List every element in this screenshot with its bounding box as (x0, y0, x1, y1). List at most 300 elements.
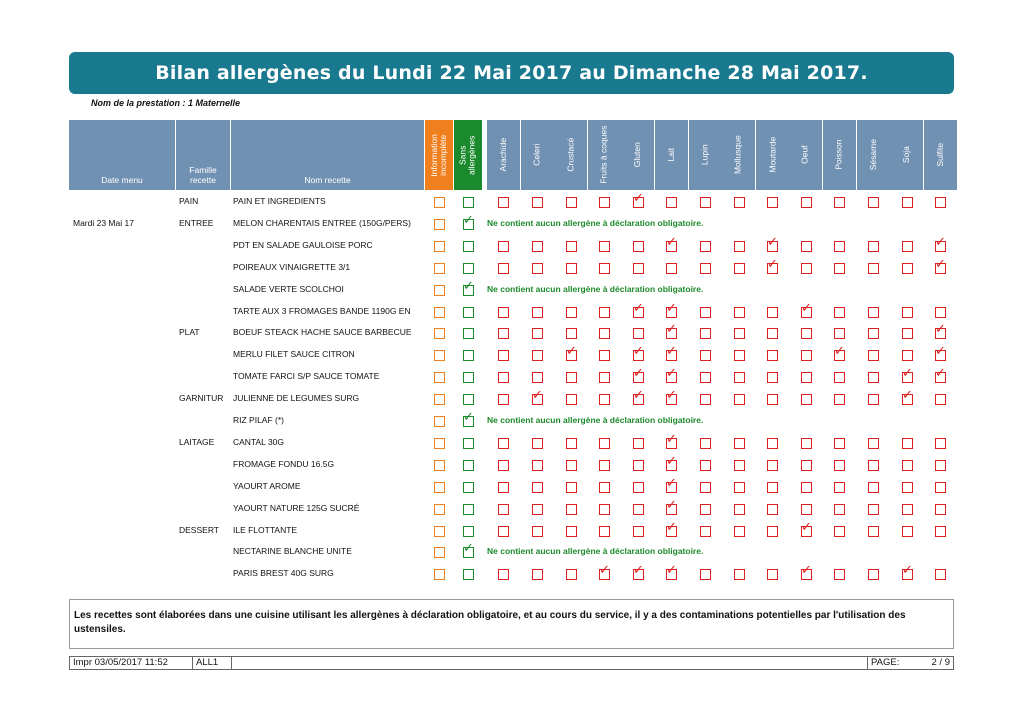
checkbox-allergen-celeri[interactable] (532, 241, 543, 252)
print-date: Impr 03/05/2017 11:52 (70, 657, 193, 669)
row-recipe-name: PAIN ET INGREDIENTS (233, 196, 326, 206)
checkbox-allergen-poisson[interactable] (834, 526, 845, 537)
checkbox-allergen-oeuf[interactable] (801, 504, 812, 515)
checkbox-allergen-soja[interactable] (902, 388, 913, 405)
checkbox-allergen-lupin[interactable] (700, 328, 711, 339)
checkbox-sans-allergenes[interactable] (463, 541, 474, 558)
checkbox-allergen-oeuf[interactable] (801, 563, 812, 580)
checkbox-allergen-crustacé[interactable] (566, 344, 577, 361)
checkbox-allergen-soja[interactable] (902, 504, 913, 515)
checkbox-sans-allergenes[interactable] (463, 328, 474, 339)
row-recipe-name: BOEUF STEACK HACHE SAUCE BARBECUE (233, 327, 412, 338)
checkmark-icon: ✓ (801, 301, 812, 316)
print-bar-spacer (232, 657, 868, 669)
footer-note: Les recettes sont élaborées dans une cuisine utilisant les allergènes à déclaration obligatoire, et au cours du service, il y a des contaminations potentielles par l'utilisation des ustensiles. (69, 599, 954, 649)
checkbox-info-incomplete[interactable] (434, 372, 445, 383)
checkmark-icon: ✓ (767, 257, 778, 272)
checkbox-allergen-poisson[interactable] (834, 372, 845, 383)
checkbox-allergen-soja[interactable] (902, 526, 913, 537)
checkbox-allergen-mollusque[interactable] (734, 394, 745, 405)
checkbox-info-incomplete[interactable] (434, 569, 445, 580)
checkbox-allergen-sulfite[interactable] (935, 569, 946, 580)
checkbox-allergen-soja[interactable] (902, 482, 913, 493)
checkbox-allergen-lait[interactable] (666, 301, 677, 318)
checkbox-allergen-crustacé[interactable] (566, 241, 577, 252)
checkbox-allergen-sésame[interactable] (868, 526, 879, 537)
checkbox-allergen-poisson[interactable] (834, 394, 845, 405)
checkbox-allergen-celeri[interactable] (532, 263, 543, 274)
checkbox-allergen-crustacé[interactable] (566, 460, 577, 471)
checkbox-info-incomplete[interactable] (434, 219, 445, 230)
checkbox-sans-allergenes[interactable] (463, 263, 474, 274)
row-recipe-name: PARIS BREST 40G SURG (233, 568, 334, 579)
checkbox-sans-allergenes[interactable] (463, 504, 474, 515)
checkbox-allergen-lupin[interactable] (700, 350, 711, 361)
checkbox-allergen-moutarde[interactable] (767, 394, 778, 405)
page-label: PAGE: (871, 657, 900, 668)
checkbox-allergen-lupin[interactable] (700, 197, 711, 208)
checkbox-allergen-fruits-à-coques[interactable] (599, 438, 610, 449)
checkbox-sans-allergenes[interactable] (463, 394, 474, 405)
checkbox-allergen-celeri[interactable] (532, 526, 543, 537)
checkbox-allergen-sésame[interactable] (868, 263, 879, 274)
row-recipe-name: ILE FLOTTANTE (233, 524, 298, 535)
checkbox-allergen-lupin[interactable] (700, 438, 711, 449)
checkbox-allergen-fruits-à-coques[interactable] (599, 350, 610, 361)
checkbox-allergen-mollusque[interactable] (734, 241, 745, 252)
checkmark-icon: ✓ (666, 322, 677, 337)
report-code: ALL1 (193, 657, 232, 669)
checkmark-icon: ✓ (935, 344, 946, 359)
checkbox-allergen-sésame[interactable] (868, 328, 879, 339)
checkbox-allergen-arachide[interactable] (498, 460, 509, 471)
checkbox-allergen-lupin[interactable] (700, 569, 711, 580)
checkbox-allergen-arachide[interactable] (498, 438, 509, 449)
checkbox-allergen-arachide[interactable] (498, 569, 509, 580)
checkbox-allergen-celeri[interactable] (532, 197, 543, 208)
checkbox-allergen-soja[interactable] (902, 241, 913, 252)
header-allergen-poisson (823, 120, 857, 190)
checkmark-icon: ✓ (633, 301, 644, 316)
checkbox-allergen-gluten[interactable] (633, 526, 644, 537)
checkbox-info-incomplete[interactable] (434, 482, 445, 493)
checkbox-allergen-poisson[interactable] (834, 344, 845, 361)
header-allergen-lupin (689, 120, 723, 190)
checkbox-allergen-arachide[interactable] (498, 241, 509, 252)
checkbox-allergen-gluten[interactable] (633, 328, 644, 339)
checkbox-allergen-poisson[interactable] (834, 438, 845, 449)
header-allergen-lait (655, 120, 689, 190)
checkbox-allergen-mollusque[interactable] (734, 328, 745, 339)
checkbox-sans-allergenes[interactable] (463, 307, 474, 318)
checkbox-allergen-soja[interactable] (902, 366, 913, 383)
checkbox-allergen-soja[interactable] (902, 460, 913, 471)
checkbox-allergen-sésame[interactable] (868, 569, 879, 580)
checkbox-allergen-sulfite[interactable] (935, 438, 946, 449)
checkbox-sans-allergenes[interactable] (463, 241, 474, 252)
checkbox-allergen-sésame[interactable] (868, 307, 879, 318)
checkbox-allergen-celeri[interactable] (532, 569, 543, 580)
checkbox-allergen-celeri[interactable] (532, 482, 543, 493)
checkbox-allergen-lupin[interactable] (700, 504, 711, 515)
checkbox-sans-allergenes[interactable] (463, 482, 474, 493)
checkbox-allergen-fruits-à-coques[interactable] (599, 197, 610, 208)
checkbox-allergen-soja[interactable] (902, 350, 913, 361)
checkbox-allergen-poisson[interactable] (834, 197, 845, 208)
checkbox-allergen-oeuf[interactable] (801, 438, 812, 449)
checkbox-allergen-lait[interactable] (666, 563, 677, 580)
row-recipe-name: SALADE VERTE SCOLCHOI (233, 283, 344, 294)
checkbox-allergen-crustacé[interactable] (566, 328, 577, 339)
checkbox-allergen-mollusque[interactable] (734, 263, 745, 274)
checkbox-allergen-lait[interactable] (666, 476, 677, 493)
checkbox-allergen-poisson[interactable] (834, 307, 845, 318)
checkbox-allergen-sésame[interactable] (868, 482, 879, 493)
checkbox-allergen-crustacé[interactable] (566, 197, 577, 208)
checkbox-allergen-mollusque[interactable] (734, 482, 745, 493)
checkbox-allergen-mollusque[interactable] (734, 504, 745, 515)
checkbox-allergen-gluten[interactable] (633, 241, 644, 252)
checkbox-allergen-celeri[interactable] (532, 350, 543, 361)
checkbox-allergen-poisson[interactable] (834, 569, 845, 580)
row-famille: GARNITUR (179, 393, 224, 404)
checkbox-allergen-arachide[interactable] (498, 372, 509, 383)
checkbox-allergen-celeri[interactable] (532, 307, 543, 318)
row-recipe-name: YAOURT NATURE 125G SUCRÉ (233, 502, 360, 513)
checkbox-allergen-gluten[interactable] (633, 460, 644, 471)
checkbox-allergen-arachide[interactable] (498, 328, 509, 339)
checkbox-info-incomplete[interactable] (434, 416, 445, 427)
checkbox-allergen-lupin[interactable] (700, 241, 711, 252)
checkmark-icon: ✓ (666, 388, 677, 403)
checkbox-allergen-gluten[interactable] (633, 191, 644, 208)
checkbox-info-incomplete[interactable] (434, 504, 445, 515)
checkbox-allergen-mollusque[interactable] (734, 372, 745, 383)
checkbox-allergen-moutarde[interactable] (767, 438, 778, 449)
row-recipe-name: TARTE AUX 3 FROMAGES BANDE 1190G EN (233, 305, 411, 316)
checkmark-icon: ✓ (902, 366, 913, 381)
checkbox-sans-allergenes[interactable] (463, 569, 474, 580)
checkbox-allergen-arachide[interactable] (498, 504, 509, 515)
checkbox-allergen-fruits-à-coques[interactable] (599, 460, 610, 471)
header-info-incomplete-label: Information incomplète (428, 133, 448, 177)
checkbox-allergen-lait[interactable] (666, 498, 677, 515)
checkbox-allergen-oeuf[interactable] (801, 197, 812, 208)
checkbox-allergen-gluten[interactable] (633, 301, 644, 318)
checkbox-allergen-celeri[interactable] (532, 504, 543, 515)
checkbox-sans-allergenes[interactable] (463, 213, 474, 230)
checkmark-icon: ✓ (935, 235, 946, 250)
checkbox-allergen-mollusque[interactable] (734, 460, 745, 471)
checkbox-allergen-gluten[interactable] (633, 366, 644, 383)
checkbox-allergen-fruits-à-coques[interactable] (599, 482, 610, 493)
checkbox-allergen-fruits-à-coques[interactable] (599, 563, 610, 580)
checkbox-allergen-gluten[interactable] (633, 388, 644, 405)
checkbox-allergen-fruits-à-coques[interactable] (599, 526, 610, 537)
row-recipe-name: JULIENNE DE LEGUMES SURG (233, 393, 360, 404)
checkbox-allergen-moutarde[interactable] (767, 504, 778, 515)
checkbox-allergen-sulfite[interactable] (935, 366, 946, 383)
checkbox-sans-allergenes[interactable] (463, 526, 474, 537)
checkbox-allergen-gluten[interactable] (633, 344, 644, 361)
checkbox-allergen-soja[interactable] (902, 563, 913, 580)
checkbox-allergen-sésame[interactable] (868, 438, 879, 449)
checkbox-allergen-sulfite[interactable] (935, 460, 946, 471)
checkbox-info-incomplete[interactable] (434, 526, 445, 537)
checkbox-allergen-moutarde[interactable] (767, 328, 778, 339)
checkbox-sans-allergenes[interactable] (463, 460, 474, 471)
checkbox-allergen-lait[interactable] (666, 344, 677, 361)
row-famille: ENTREE (179, 217, 214, 228)
checkbox-allergen-celeri[interactable] (532, 372, 543, 383)
checkmark-icon: ✓ (801, 520, 812, 535)
checkbox-allergen-arachide[interactable] (498, 482, 509, 493)
checkbox-allergen-gluten[interactable] (633, 263, 644, 274)
checkbox-allergen-oeuf[interactable] (801, 328, 812, 339)
checkbox-allergen-poisson[interactable] (834, 460, 845, 471)
checkbox-allergen-poisson[interactable] (834, 482, 845, 493)
checkbox-allergen-moutarde[interactable] (767, 460, 778, 471)
checkbox-allergen-sésame[interactable] (868, 241, 879, 252)
checkbox-allergen-oeuf[interactable] (801, 520, 812, 537)
checkbox-allergen-lait[interactable] (666, 432, 677, 449)
prestation-name: Nom de la prestation : 1 Maternelle (91, 98, 241, 108)
checkbox-allergen-arachide[interactable] (498, 307, 509, 318)
header-allergen-poisson-label: Poisson (833, 139, 844, 171)
checkmark-icon: ✓ (666, 563, 677, 578)
header-famille (176, 120, 231, 190)
checkmark-icon: ✓ (666, 366, 677, 381)
checkbox-allergen-lait[interactable] (666, 388, 677, 405)
checkbox-allergen-lupin[interactable] (700, 482, 711, 493)
checkbox-allergen-oeuf[interactable] (801, 372, 812, 383)
header-allergen-crustacé (554, 120, 588, 190)
row-recipe-name: NECTARINE BLANCHE UNITE (233, 546, 352, 557)
checkbox-allergen-sulfite[interactable] (935, 394, 946, 405)
checkbox-allergen-sésame[interactable] (868, 460, 879, 471)
checkmark-icon: ✓ (935, 366, 946, 381)
checkbox-info-incomplete[interactable] (434, 241, 445, 252)
checkbox-allergen-moutarde[interactable] (767, 307, 778, 318)
checkbox-allergen-lait[interactable] (666, 235, 677, 252)
checkbox-allergen-lait[interactable] (666, 454, 677, 471)
row-famille: PLAT (179, 327, 200, 338)
checkbox-allergen-sulfite[interactable] (935, 322, 946, 339)
checkbox-info-incomplete[interactable] (434, 350, 445, 361)
checkbox-allergen-sulfite[interactable] (935, 526, 946, 537)
checkbox-allergen-gluten[interactable] (633, 438, 644, 449)
checkbox-allergen-sésame[interactable] (868, 372, 879, 383)
checkbox-allergen-arachide[interactable] (498, 394, 509, 405)
checkbox-allergen-oeuf[interactable] (801, 460, 812, 471)
checkmark-icon: ✓ (834, 344, 845, 359)
checkmark-icon: ✓ (463, 410, 474, 425)
checkbox-allergen-celeri[interactable] (532, 328, 543, 339)
no-allergen-note: Ne contient aucun allergène à déclaration obligatoire. (487, 217, 704, 228)
checkbox-allergen-poisson[interactable] (834, 263, 845, 274)
checkbox-allergen-arachide[interactable] (498, 350, 509, 361)
checkbox-allergen-fruits-à-coques[interactable] (599, 372, 610, 383)
checkbox-info-incomplete[interactable] (434, 197, 445, 208)
checkbox-sans-allergenes[interactable] (463, 410, 474, 427)
row-recipe-name: MERLU FILET SAUCE CITRON (233, 349, 355, 360)
row-recipe-name: RIZ PILAF (*) (233, 415, 285, 425)
checkbox-allergen-lait[interactable] (666, 322, 677, 339)
checkmark-icon: ✓ (666, 301, 677, 316)
checkbox-allergen-lupin[interactable] (700, 460, 711, 471)
checkbox-allergen-soja[interactable] (902, 307, 913, 318)
header-allergen-soja (890, 120, 924, 190)
checkbox-allergen-lait[interactable] (666, 520, 677, 537)
checkbox-allergen-fruits-à-coques[interactable] (599, 307, 610, 318)
checkbox-allergen-crustacé[interactable] (566, 482, 577, 493)
row-recipe-name: FROMAGE FONDU 16.5G (233, 458, 335, 469)
checkbox-allergen-lupin[interactable] (700, 263, 711, 274)
checkbox-allergen-moutarde[interactable] (767, 372, 778, 383)
checkbox-allergen-mollusque[interactable] (734, 438, 745, 449)
checkbox-allergen-sésame[interactable] (868, 350, 879, 361)
checkbox-sans-allergenes[interactable] (463, 438, 474, 449)
checkbox-allergen-poisson[interactable] (834, 504, 845, 515)
checkmark-icon: ✓ (599, 563, 610, 578)
checkbox-allergen-soja[interactable] (902, 197, 913, 208)
header-allergen-mollusque (722, 120, 756, 190)
checkbox-allergen-moutarde[interactable] (767, 350, 778, 361)
checkbox-info-incomplete[interactable] (434, 328, 445, 339)
checkbox-allergen-crustacé[interactable] (566, 307, 577, 318)
checkbox-allergen-poisson[interactable] (834, 241, 845, 252)
checkbox-allergen-soja[interactable] (902, 328, 913, 339)
checkbox-allergen-arachide[interactable] (498, 197, 509, 208)
checkbox-allergen-gluten[interactable] (633, 563, 644, 580)
checkbox-allergen-crustacé[interactable] (566, 569, 577, 580)
checkbox-allergen-oeuf[interactable] (801, 263, 812, 274)
checkbox-allergen-lupin[interactable] (700, 394, 711, 405)
checkbox-allergen-oeuf[interactable] (801, 394, 812, 405)
checkbox-allergen-fruits-à-coques[interactable] (599, 241, 610, 252)
checkmark-icon: ✓ (463, 213, 474, 228)
checkbox-allergen-lait[interactable] (666, 263, 677, 274)
checkbox-allergen-moutarde[interactable] (767, 569, 778, 580)
row-famille: LAITAGE (179, 436, 215, 447)
checkbox-info-incomplete[interactable] (434, 438, 445, 449)
checkbox-allergen-moutarde[interactable] (767, 482, 778, 493)
checkbox-info-incomplete[interactable] (434, 547, 445, 558)
checkbox-allergen-sulfite[interactable] (935, 235, 946, 252)
checkbox-allergen-sulfite[interactable] (935, 504, 946, 515)
checkbox-allergen-sésame[interactable] (868, 197, 879, 208)
checkmark-icon: ✓ (666, 454, 677, 469)
checkbox-allergen-lait[interactable] (666, 197, 677, 208)
checkmark-icon: ✓ (633, 366, 644, 381)
checkbox-allergen-sésame[interactable] (868, 504, 879, 515)
checkbox-allergen-celeri[interactable] (532, 460, 543, 471)
checkbox-allergen-mollusque[interactable] (734, 197, 745, 208)
checkbox-allergen-sésame[interactable] (868, 394, 879, 405)
header-allergen-sulfite (924, 120, 958, 190)
checkbox-allergen-sulfite[interactable] (935, 257, 946, 274)
checkbox-allergen-oeuf[interactable] (801, 241, 812, 252)
checkbox-allergen-oeuf[interactable] (801, 301, 812, 318)
checkbox-allergen-crustacé[interactable] (566, 263, 577, 274)
checkbox-allergen-crustacé[interactable] (566, 504, 577, 515)
checkbox-info-incomplete[interactable] (434, 307, 445, 318)
checkbox-info-incomplete[interactable] (434, 394, 445, 405)
header-allergen-lupin-label: Lupin (699, 144, 710, 166)
header-allergen-oeuf-label: Oeuf (799, 145, 810, 165)
row-recipe-name: TOMATE FARCI S/P SAUCE TOMATE (233, 371, 380, 382)
checkmark-icon: ✓ (666, 498, 677, 513)
checkbox-allergen-soja[interactable] (902, 438, 913, 449)
checkbox-allergen-sulfite[interactable] (935, 307, 946, 318)
checkbox-allergen-crustacé[interactable] (566, 394, 577, 405)
checkbox-info-incomplete[interactable] (434, 263, 445, 274)
checkbox-allergen-gluten[interactable] (633, 482, 644, 493)
checkmark-icon: ✓ (767, 235, 778, 250)
checkbox-sans-allergenes[interactable] (463, 372, 474, 383)
checkbox-allergen-mollusque[interactable] (734, 350, 745, 361)
checkmark-icon: ✓ (902, 563, 913, 578)
header-famille-label: Famille recette (189, 164, 217, 186)
checkbox-allergen-celeri[interactable] (532, 388, 543, 405)
checkbox-allergen-crustacé[interactable] (566, 526, 577, 537)
checkbox-sans-allergenes[interactable] (463, 279, 474, 296)
checkbox-sans-allergenes[interactable] (463, 350, 474, 361)
checkbox-allergen-lupin[interactable] (700, 526, 711, 537)
checkbox-allergen-mollusque[interactable] (734, 526, 745, 537)
checkbox-allergen-fruits-à-coques[interactable] (599, 504, 610, 515)
checkbox-allergen-moutarde[interactable] (767, 235, 778, 252)
checkbox-allergen-sulfite[interactable] (935, 197, 946, 208)
header-allergen-celeri (521, 120, 555, 190)
checkmark-icon: ✓ (666, 432, 677, 447)
checkbox-allergen-oeuf[interactable] (801, 350, 812, 361)
checkbox-allergen-fruits-à-coques[interactable] (599, 263, 610, 274)
checkbox-allergen-poisson[interactable] (834, 328, 845, 339)
checkbox-allergen-crustacé[interactable] (566, 372, 577, 383)
header-allergen-celeri-label: Celeri (531, 143, 542, 167)
header-allergen-mollusque-label: Mollusque (732, 135, 743, 175)
checkbox-allergen-mollusque[interactable] (734, 307, 745, 318)
checkbox-allergen-crustacé[interactable] (566, 438, 577, 449)
checkbox-allergen-lait[interactable] (666, 366, 677, 383)
checkbox-info-incomplete[interactable] (434, 460, 445, 471)
checkbox-allergen-lupin[interactable] (700, 372, 711, 383)
checkmark-icon: ✓ (463, 541, 474, 556)
checkbox-allergen-celeri[interactable] (532, 438, 543, 449)
header-allergen-sulfite-label: Sulfite (934, 143, 945, 167)
checkbox-allergen-arachide[interactable] (498, 526, 509, 537)
checkbox-allergen-oeuf[interactable] (801, 482, 812, 493)
checkbox-allergen-sulfite[interactable] (935, 344, 946, 361)
checkbox-allergen-moutarde[interactable] (767, 257, 778, 274)
checkbox-allergen-fruits-à-coques[interactable] (599, 328, 610, 339)
checkbox-allergen-lupin[interactable] (700, 307, 711, 318)
row-recipe-name: YAOURT AROME (233, 480, 301, 491)
checkbox-allergen-moutarde[interactable] (767, 526, 778, 537)
checkbox-allergen-arachide[interactable] (498, 263, 509, 274)
checkbox-allergen-fruits-à-coques[interactable] (599, 394, 610, 405)
checkbox-allergen-moutarde[interactable] (767, 197, 778, 208)
checkbox-allergen-sulfite[interactable] (935, 482, 946, 493)
row-famille: PAIN (179, 196, 199, 206)
checkbox-sans-allergenes[interactable] (463, 197, 474, 208)
checkbox-info-incomplete[interactable] (434, 285, 445, 296)
checkmark-icon: ✓ (633, 191, 644, 206)
checkbox-allergen-gluten[interactable] (633, 504, 644, 515)
checkbox-allergen-mollusque[interactable] (734, 569, 745, 580)
checkbox-allergen-soja[interactable] (902, 263, 913, 274)
